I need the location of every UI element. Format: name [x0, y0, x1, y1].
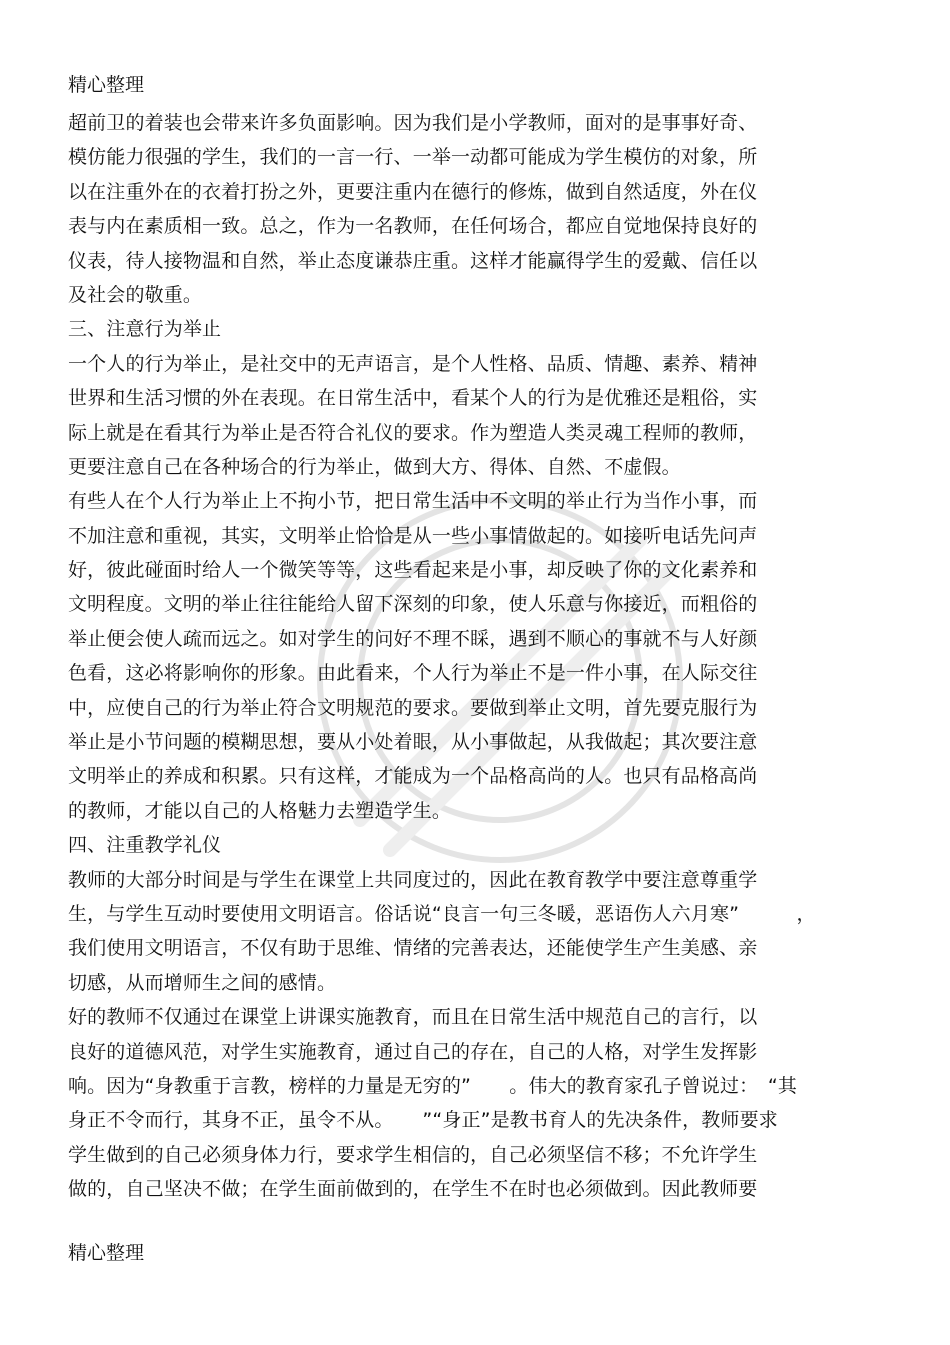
section-heading: 四、注重教学礼仪 — [68, 834, 222, 857]
text-line: 超前卫的着装也会带来许多负面影响。因为我们是小学教师，面对的是事事好奇、 — [68, 112, 758, 134]
document-body — [68, 106, 928, 1207]
text-line: 举止是小节问题的模糊思想，要从小处着眼，从小事做起，从我做起；其次要注意 — [68, 731, 758, 754]
text-line: 一个人的行为举止，是社交中的无声语言，是个人性格、品质、情趣、素养、精神 — [68, 352, 758, 375]
text-line: 教师的大部分时间是与学生在课堂上共同度过的，因此在教育教学中要注意尊重学 — [68, 868, 758, 891]
text-line: 响。因为“身教重于言教，榜样的力量是无穷的” 。伟大的教育家孔子曾说过： “其 — [68, 1074, 798, 1097]
text-line: 举止便会使人疏而远之。如对学生的问好不理不睬，遇到不顺心的事就不与人好颜 — [68, 627, 758, 650]
page-header: 精心整理 — [68, 74, 145, 96]
text-line: 模仿能力很强的学生，我们的一言一行、一举一动都可能成为学生模仿的对象，所 — [68, 146, 758, 169]
text-line: 生，与学生互动时要使用文明语言。俗话说“良言一句三冬暖，恶语伤人六月寒” ， — [68, 902, 816, 925]
text-line: 身正不令而行，其身不正，虽令不从。 ”“身正”是教书育人的先决条件，教师要求 — [68, 1109, 778, 1132]
text-line: 中，应使自己的行为举止符合文明规范的要求。要做到举止文明，首先要克服行为 — [68, 696, 758, 719]
text-line: 有些人在个人行为举止上不拘小节，把日常生活中不文明的举止行为当作小事，而 — [68, 490, 758, 513]
text-line: 及社会的敬重。 — [68, 283, 203, 306]
text-line: 仪表，待人接物温和自然，举止态度谦恭庄重。这样才能赢得学生的爱戴、信任以 — [68, 249, 758, 272]
text-line: 世界和生活习惯的外在表现。在日常生活中，看某个人的行为是优雅还是粗俗，实 — [68, 387, 758, 410]
text-line: 不加注意和重视，其实，文明举止恰恰是从一些小事情做起的。如接听电话先问声 — [68, 524, 758, 547]
text-line: 好，彼此碰面时给人一个微笑等等，这些看起来是小事，却反映了你的文化素养和 — [68, 559, 758, 582]
text-line: 做的，自己坚决不做；在学生面前做到的，在学生不在时也必须做到。因此教师要 — [68, 1178, 758, 1201]
text-line: 的教师，才能以自己的人格魅力去塑造学生。 — [68, 799, 452, 822]
text-line: 际上就是在看其行为举止是否符合礼仪的要求。作为塑造人类灵魂工程师的教师， — [68, 421, 758, 444]
text-line: 我们使用文明语言，不仅有助于思维、情绪的完善表达，还能使学生产生美感、亲 — [68, 937, 758, 960]
page-footer: 精心整理 — [68, 1242, 145, 1264]
text-line: 表与内在素质相一致。总之，作为一名教师，在任何场合，都应自觉地保持良好的 — [68, 215, 758, 238]
text-line: 文明举止的养成和积累。只有这样，才能成为一个品格高尚的人。也只有品格高尚 — [68, 765, 758, 788]
text-line: 切感，从而增师生之间的感情。 — [68, 971, 337, 994]
text-line: 学生做到的自己必须身体力行，要求学生相信的，自己必须坚信不移；不允许学生 — [68, 1143, 758, 1166]
text-line: 色看，这必将影响你的形象。由此看来，个人行为举止不是一件小事，在人际交往 — [68, 662, 758, 685]
text-line: 以在注重外在的衣着打扮之外，更要注重内在德行的修炼，做到自然适度，外在仪 — [68, 180, 758, 203]
text-line: 更要注意自己在各种场合的行为举止，做到大方、得体、自然、不虚假。 — [68, 455, 681, 478]
text-line: 文明程度。文明的举止往往能给人留下深刻的印象，使人乐意与你接近，而粗俗的 — [68, 593, 758, 616]
text-line: 好的教师不仅通过在课堂上讲课实施教育，而且在日常生活中规范自己的言行，以 — [68, 1006, 758, 1029]
section-heading: 三、注意行为举止 — [68, 318, 222, 341]
text-line: 良好的道德风范，对学生实施教育，通过自己的存在，自己的人格，对学生发挥影 — [68, 1040, 758, 1063]
